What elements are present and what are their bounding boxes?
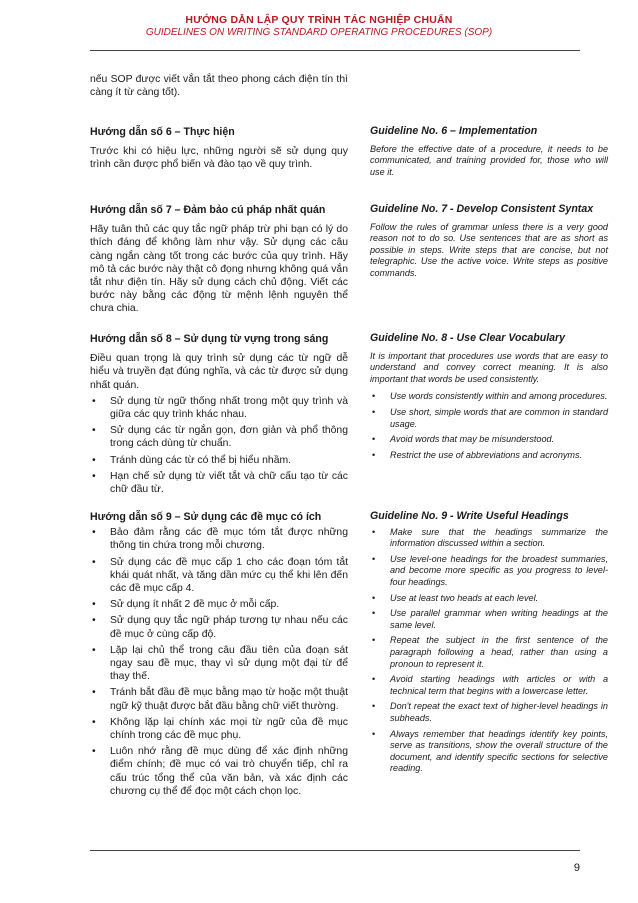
g8-en-section xyxy=(370,333,608,465)
list-item: • Avoid starting headings with articles or with a technical term that begins with a lowercase letter. xyxy=(370,674,608,697)
g8-vi-text: Điều quan trọng là quy trình sử dụng các từ ngữ dễ hiểu và truyền đạt đúng nghĩa, và các từ được sử dụng nhất quán. xyxy=(90,353,348,391)
list-item: • Use short, simple words that are common in standard usage. xyxy=(370,407,608,430)
g7-en-text: Follow the rules of grammar unless there is a very good reason not to do so. Use sentences that are as short as possible in steps. Write steps that are concise, but not telegraphic. Use the active voice. Write steps as positive commands. xyxy=(370,221,608,278)
list-item: • Tránh bắt đầu đề mục bằng mạo từ hoặc một thuật ngữ kỹ thuật được bắt đầu bằng chữ viết thường. xyxy=(90,686,348,712)
g8-en-list xyxy=(370,391,608,461)
g7-vi-text: Hãy tuân thủ các quy tắc ngữ pháp trừ phi bạn có lý do thích đáng để không làm như vậy. Sử dụng các câu càng ngắn càng tốt trong các bước của quy trình. Hãy mô tả các bước này thật cô đọng nhưng không quá vắn tắt như điện tín. Hãy sử dụng cách chủ động. Viết các bước này bằng các động từ mệnh lệnh nguyên thể chưa chia. xyxy=(90,224,348,315)
g9-vi-list xyxy=(90,526,348,798)
g6-en-text: Before the effective date of a procedure, it needs to be communicated, and training provided for, those who will use it. xyxy=(370,143,608,177)
g7-en-heading: Guideline No. 7 - Develop Consistent Syntax xyxy=(370,203,594,215)
list-item: • Make sure that the headings summarize the information discussed within a section. xyxy=(370,527,608,550)
list-item: • Always remember that headings identify key points, serve as transitions, show the overall structure of the document, and identify specific sections for selective reading. xyxy=(370,729,608,775)
g9-en-heading: Guideline No. 9 - Write Useful Headings xyxy=(370,510,569,522)
list-item: • Restrict the use of abbreviations and acronyms. xyxy=(370,450,608,462)
list-item: • Hạn chế sử dụng từ viết tắt và chữ cấu tạo từ các chữ đầu từ. xyxy=(90,470,348,496)
g9-vi-section xyxy=(90,511,348,801)
g6-en-heading: Guideline No. 6 – Implementation xyxy=(370,125,538,137)
g8-en-heading: Guideline No. 8 - Use Clear Vocabulary xyxy=(370,332,566,344)
list-item: • Use at least two heads at each level. xyxy=(370,593,608,605)
g7-vi-heading: Hướng dẫn số 7 – Đảm bảo cú pháp nhất quán xyxy=(90,204,326,216)
g8-vi-list xyxy=(90,395,348,496)
g7-en-section xyxy=(370,204,608,283)
g6-vi-heading: Hướng dẫn số 6 – Thực hiện xyxy=(90,126,235,138)
list-item: • Sử dụng các từ ngắn gọn, đơn giản và phổ thông trong cách dùng từ chuẩn. xyxy=(90,424,348,450)
g8-vi-section xyxy=(90,333,348,499)
g8-vi-heading: Hướng dẫn số 8 – Sử dụng từ vựng trong sáng xyxy=(90,333,329,345)
g9-en-list xyxy=(370,527,608,775)
list-item: • Luôn nhớ rằng đề mục dùng để xác định những điểm chính; đề mục có vai trò chuyển tiếp, chỉ ra cấu trúc tổng thể của văn bản, và xác định các chương cụ thể để đọc một cách chọn lọc. xyxy=(90,745,348,798)
g7-vi-section xyxy=(90,204,348,319)
intro-continuation xyxy=(90,73,348,102)
list-item: • Sử dụng quy tắc ngữ pháp tương tự nhau nếu các đề mục ở cùng cấp độ. xyxy=(90,614,348,640)
list-item: • Use words consistently within and among procedures. xyxy=(370,391,608,403)
list-item: • Lặp lại chủ thể trong câu đầu tiên của đoạn sát ngay sau đề mục, thay vì sử dụng một đại từ để thay thế. xyxy=(90,644,348,684)
g9-en-section xyxy=(370,511,608,779)
list-item: • Use parallel grammar when writing headings at the same level. xyxy=(370,608,608,631)
footer-rule xyxy=(90,850,580,851)
list-item: • Avoid words that may be misunderstood. xyxy=(370,434,608,446)
g6-vi-section xyxy=(90,126,348,175)
g9-vi-heading: Hướng dẫn số 9 – Sử dụng các đề mục có ích xyxy=(90,511,322,523)
g8-en-text: It is important that procedures use words that are easy to understand and convey correct meaning. It is also important that words be used consistently. xyxy=(370,350,608,384)
list-item: • Tránh dùng các từ có thể bị hiểu nhầm. xyxy=(90,454,348,467)
header-title-en: GUIDELINES ON WRITING STANDARD OPERATING PROCEDURES (SOP) xyxy=(145,27,493,38)
list-item: • Bảo đảm rằng các đề mục tóm tắt được những thông tin chứa trong mỗi chương. xyxy=(90,526,348,552)
page-number: 9 xyxy=(573,862,580,874)
header-title-vi: HƯỚNG DẪN LẬP QUY TRÌNH TÁC NGHIỆP CHUẨN xyxy=(185,14,453,26)
list-item: • Repeat the subject in the first sentence of the paragraph following a head, rather than using a pronoun to represent it. xyxy=(370,635,608,670)
page-header xyxy=(0,14,638,38)
list-item: • Không lặp lại chính xác mọi từ ngữ của đề mục chính trong các đề mục phụ. xyxy=(90,716,348,742)
intro-text: nếu SOP được viết vắn tắt theo phong cách điện tín thì càng ít từ càng tốt). xyxy=(90,74,348,99)
list-item: • Don't repeat the exact text of higher-level headings in subheads. xyxy=(370,701,608,724)
list-item: • Use level-one headings for the broadest summaries, and become more specific as you progress to level-four headings. xyxy=(370,554,608,589)
g6-en-section xyxy=(370,126,608,181)
list-item: • Sử dụng các đề mục cấp 1 cho các đoạn tóm tắt khái quát nhất, và tăng dần mức cụ thể khi lên đến các đề mục cấp 4. xyxy=(90,556,348,596)
header-rule xyxy=(90,50,580,51)
g6-vi-text: Trước khi có hiệu lực, những người sẽ sử dụng quy trình cần được phổ biến và đào tạo về quy trình. xyxy=(90,146,348,171)
list-item: • Sử dụng ít nhất 2 đề mục ở mỗi cấp. xyxy=(90,598,348,611)
list-item: • Sử dụng từ ngữ thống nhất trong một quy trình và giữa các quy trình khác nhau. xyxy=(90,395,348,421)
